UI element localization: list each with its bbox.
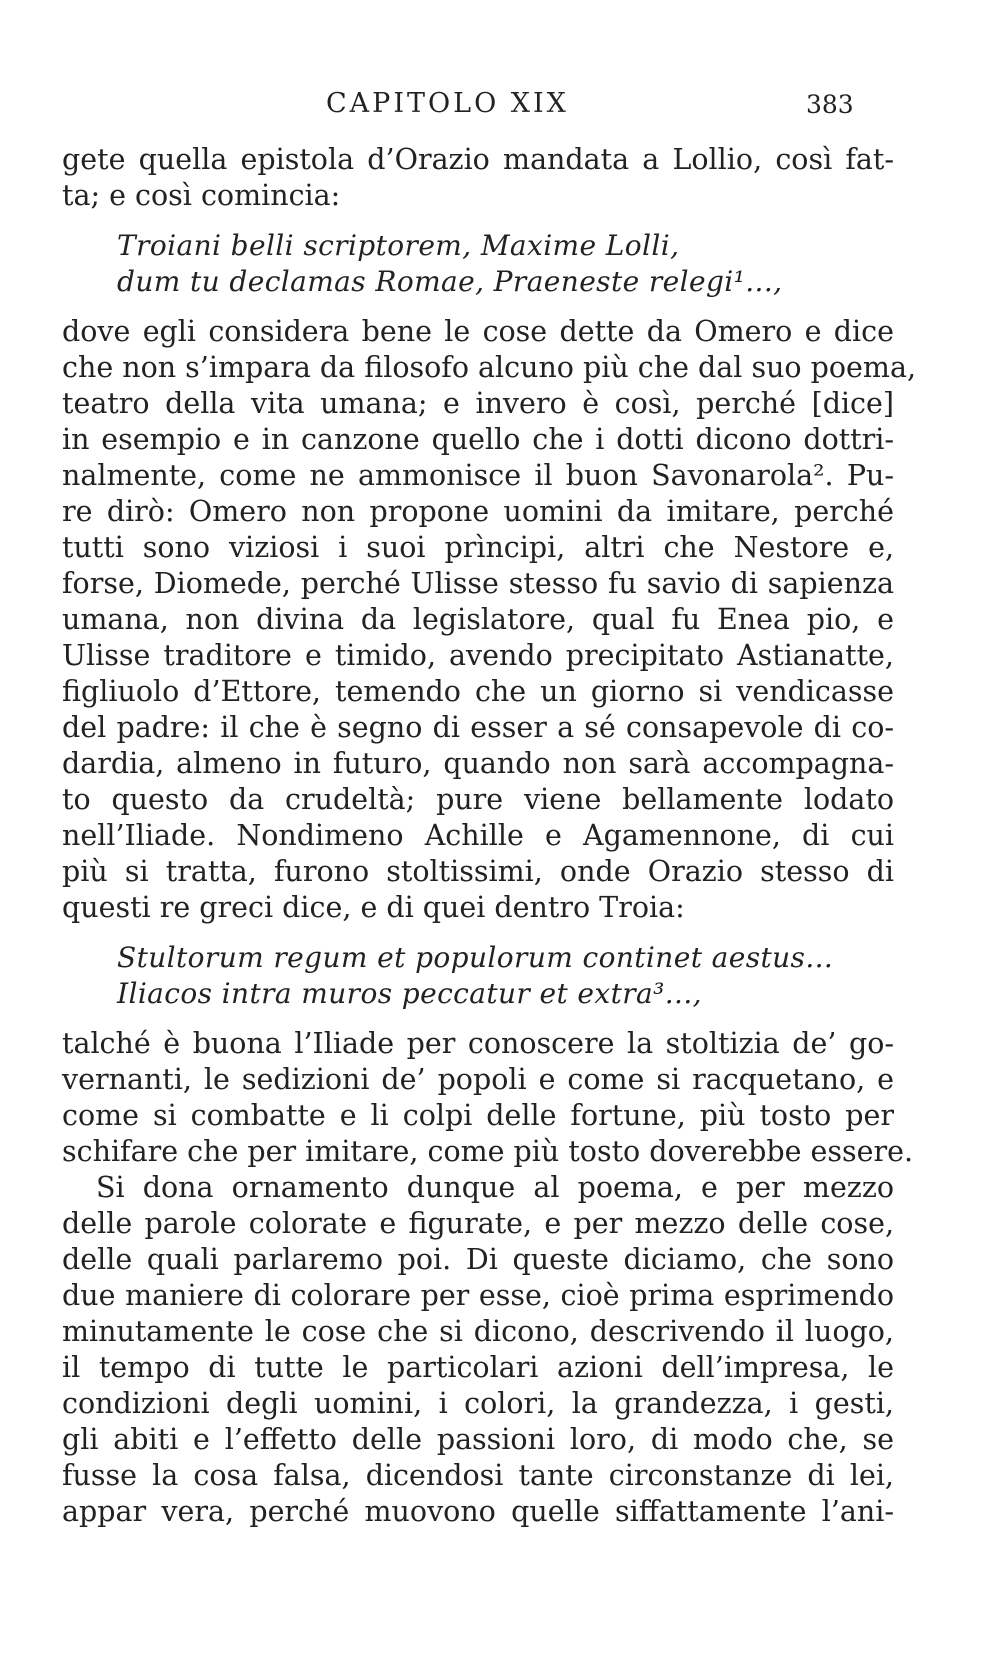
text-line: delle quali parlaremo poi. Di queste diciamo, che sono xyxy=(62,1243,894,1276)
text-line: gete quella epistola d’Orazio mandata a Lollio, così fat- xyxy=(62,143,894,176)
text-line: umana, non divina da legislatore, qual fu Enea pio, e xyxy=(62,603,894,636)
text-line: questi re greci dice, e di quei dentro Troia: xyxy=(62,891,685,924)
text-line: forse, Diomede, perché Ulisse stesso fu savio di sapienza xyxy=(62,567,894,600)
text-line: to questo da crudeltà; pure viene bellamente lodato xyxy=(62,783,894,816)
verse-quote-horace xyxy=(62,228,894,300)
paragraph-ornament xyxy=(62,1170,894,1530)
page-number: 383 xyxy=(806,90,854,119)
text-line: delle parole colorate e figurate, e per mezzo delle cose, xyxy=(62,1207,894,1240)
text-line: vernanti, le sedizioni de’ popoli e come si racquetano, e xyxy=(62,1063,894,1096)
text-line: del padre: il che è segno di esser a sé consapevole di co- xyxy=(62,711,894,744)
verse-line: Stultorum regum et populorum continet aestus... xyxy=(117,941,834,974)
text-line: re dirò: Omero non propone uomini da imitare, perché xyxy=(62,495,894,528)
text-line: come si combatte e li colpi delle fortune, più tosto per xyxy=(62,1099,894,1132)
text-line: il tempo di tutte le particolari azioni dell’impresa, le xyxy=(62,1351,894,1384)
text-line: fusse la cosa falsa, dicendosi tante circonstanze di lei, xyxy=(62,1459,894,1492)
verse-quote-stultorum xyxy=(62,940,894,1012)
text-line: dove egli considera bene le cose dette da Omero e dice xyxy=(62,315,894,348)
text-line: che non s’impara da filosofo alcuno più che dal suo poema, xyxy=(62,351,916,384)
text-line: nell’Iliade. Nondimeno Achille e Agamennone, di cui xyxy=(62,819,894,852)
text-line: due maniere di colorare per esse, cioè prima esprimendo xyxy=(62,1279,894,1312)
text-line: gli abiti e l’effetto delle passioni loro, di modo che, se xyxy=(62,1423,894,1456)
paragraph-iliad xyxy=(62,1026,914,1170)
text-line: nalmente, come ne ammonisce il buon Savonarola². Pu- xyxy=(62,459,894,492)
verse-line: dum tu declamas Romae, Praeneste relegi¹..., xyxy=(117,265,783,298)
running-header xyxy=(0,88,984,128)
text-line: Si dona ornamento dunque al poema, e per mezzo xyxy=(96,1171,894,1204)
text-line: Ulisse traditore e timido, avendo precipitato Astianatte, xyxy=(62,639,894,672)
text-line: schifare che per imitare, come più tosto doverebbe essere. xyxy=(62,1135,914,1168)
verse-line: Troiani belli scriptorem, Maxime Lolli, xyxy=(117,229,680,262)
text-line: minutamente le cose che si dicono, descrivendo il luogo, xyxy=(62,1315,894,1348)
text-line: ta; e così comincia: xyxy=(62,179,341,212)
text-line: talché è buona l’Iliade per conoscere la stoltizia de’ go- xyxy=(62,1027,894,1060)
chapter-title: CAPITOLO XIX xyxy=(326,88,569,119)
text-line: in esempio e in canzone quello che i dotti dicono dottri- xyxy=(62,423,894,456)
text-line: condizioni degli uomini, i colori, la grandezza, i gesti, xyxy=(62,1387,894,1420)
verse-line: Iliacos intra muros peccatur et extra³..., xyxy=(117,977,702,1010)
text-line: tutti sono viziosi i suoi prìncipi, altri che Nestore e, xyxy=(62,531,894,564)
text-line: più si tratta, furono stoltissimi, onde Orazio stesso di xyxy=(62,855,894,888)
text-line: appar vera, perché muovono quelle siffattamente l’ani- xyxy=(62,1495,894,1528)
paragraph-homer xyxy=(62,314,916,926)
paragraph-continuation xyxy=(62,142,894,214)
text-line: dardia, almeno in futuro, quando non sarà accompagna- xyxy=(62,747,894,780)
body-text xyxy=(62,142,916,1530)
text-line: figliuolo d’Ettore, temendo che un giorno si vendicasse xyxy=(62,675,894,708)
text-line: teatro della vita umana; e invero è così, perché [dice] xyxy=(62,387,894,420)
